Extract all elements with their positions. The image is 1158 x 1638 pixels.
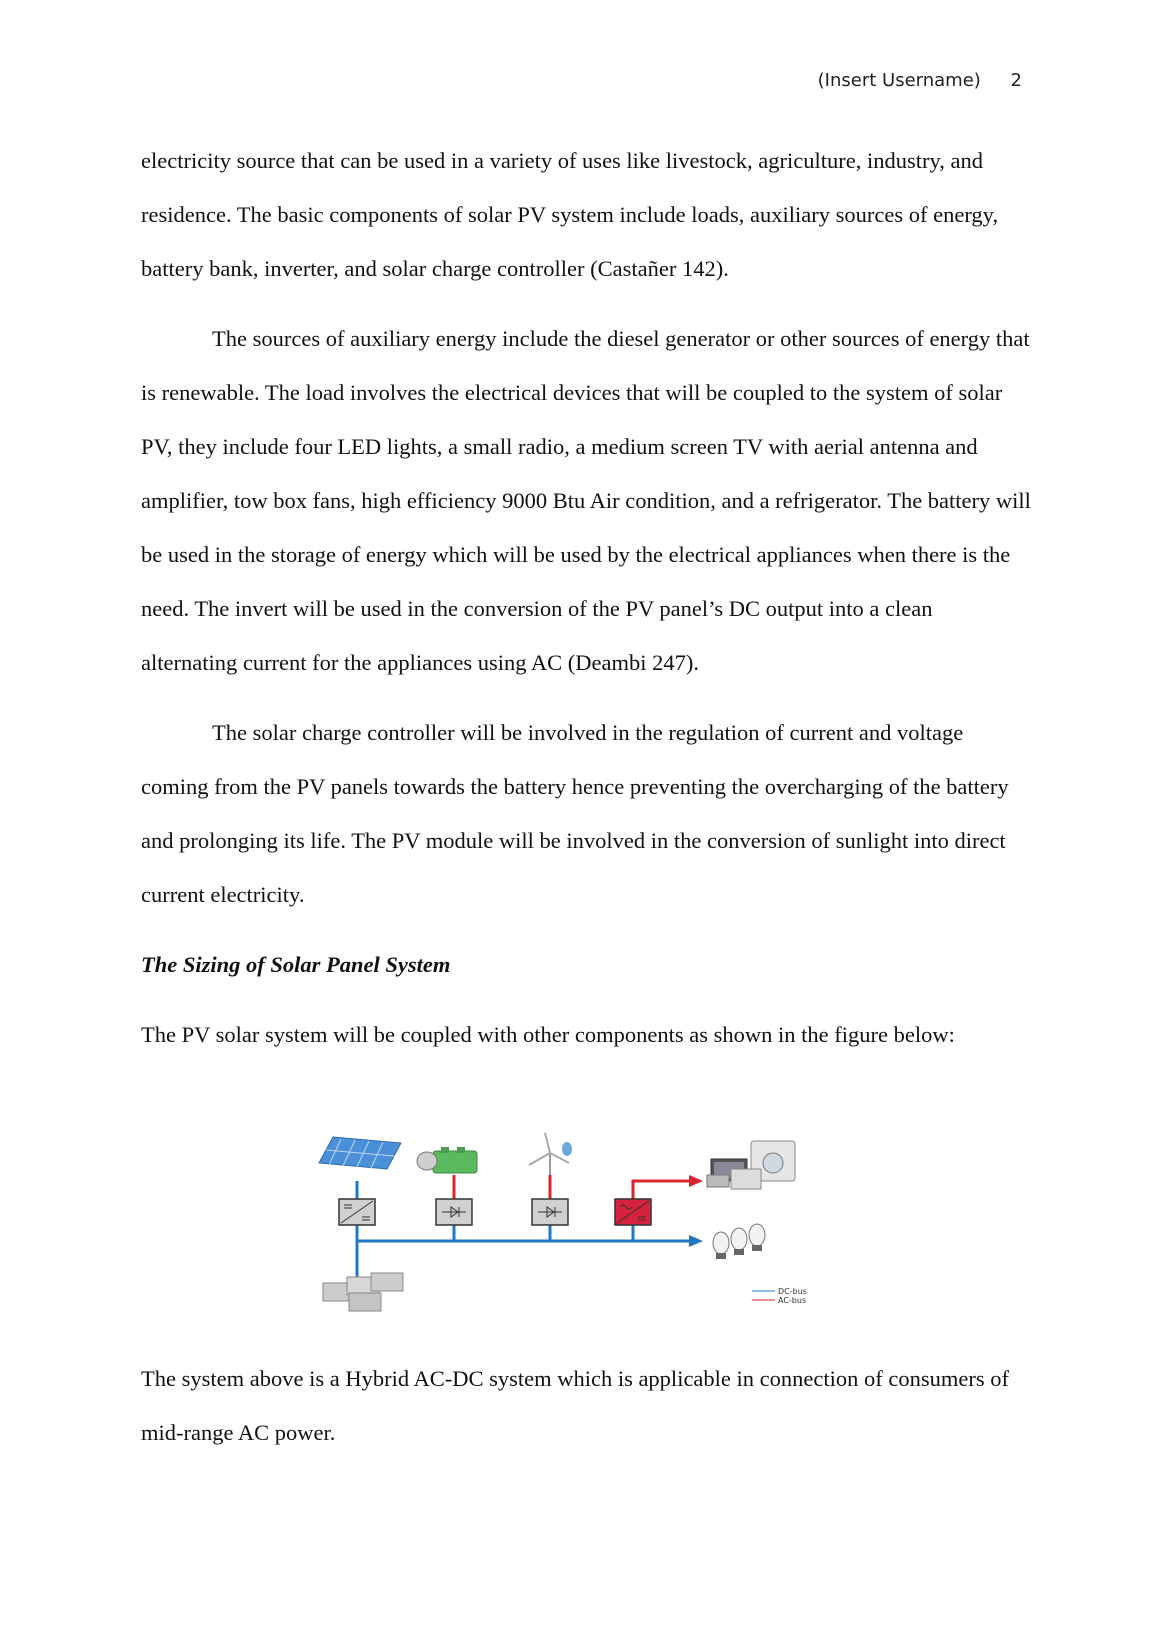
dc-lights-icon	[713, 1224, 765, 1259]
solar-panel-icon	[319, 1137, 401, 1169]
paragraph-3: The solar charge controller will be involved in the regulation of current and voltage coming from the PV panels towards the battery hence preventing the overcharging of the battery and prolonging its life. The PV module will be involved in the conversion of sunlight into direct current electricity.	[141, 720, 1009, 907]
rectifier-wind-icon	[532, 1199, 568, 1225]
document-body	[141, 134, 1031, 1062]
wind-turbine-icon	[529, 1133, 572, 1175]
diesel-generator-icon	[417, 1147, 477, 1173]
hybrid-system-diagram	[311, 1133, 871, 1333]
dc-bus-arrow	[689, 1235, 703, 1247]
paragraph-5: The system above is a Hybrid AC-DC system which is applicable in connection of consumers of mid-range AC power.	[141, 1366, 1009, 1445]
battery-bank-icon	[323, 1273, 403, 1311]
paragraph-2: The sources of auxiliary energy include the diesel generator or other sources of energy that is renewable. The load involves the electrical devices that will be coupled to the system of solar PV, they include four LED lights, a small radio, a medium screen TV with aerial antenna and amplifier, tow box fans, high efficiency 9000 Btu Air condition, and a refrigerator. The battery will be used in the storage of energy which will be used by the electrical appliances when there is the need. The invert will be used in the conversion of the PV panel’s DC output into a clean alternating current for the appliances using AC (Deambi 247).	[141, 326, 1031, 675]
paragraph-1: electricity source that can be used in a variety of uses like livestock, agriculture, industry, and residence. The basic components of solar PV system include loads, auxiliary sources of energy, battery bank, inverter, and solar charge controller (Castañer 142).	[141, 148, 999, 281]
ac-bus-line	[633, 1181, 689, 1199]
paragraph-4: The PV solar system will be coupled with other components as shown in the figure below:	[141, 1022, 955, 1047]
ac-appliances-icon	[707, 1141, 795, 1189]
diagram-legend	[752, 1287, 807, 1305]
header-username: (Insert Username)	[817, 70, 981, 91]
after-figure-text	[141, 1352, 1041, 1460]
legend-ac-bus: AC-bus	[778, 1296, 807, 1305]
legend-dc-bus: DC-bus	[778, 1287, 807, 1296]
inverter-icon	[615, 1199, 651, 1225]
rectifier-generator-icon	[436, 1199, 472, 1225]
charge-controller-icon	[339, 1199, 375, 1225]
section-heading: The Sizing of Solar Panel System	[141, 952, 451, 977]
ac-bus-arrow	[689, 1175, 703, 1187]
page-header	[818, 70, 1022, 91]
page-number: 2	[1010, 70, 1022, 91]
